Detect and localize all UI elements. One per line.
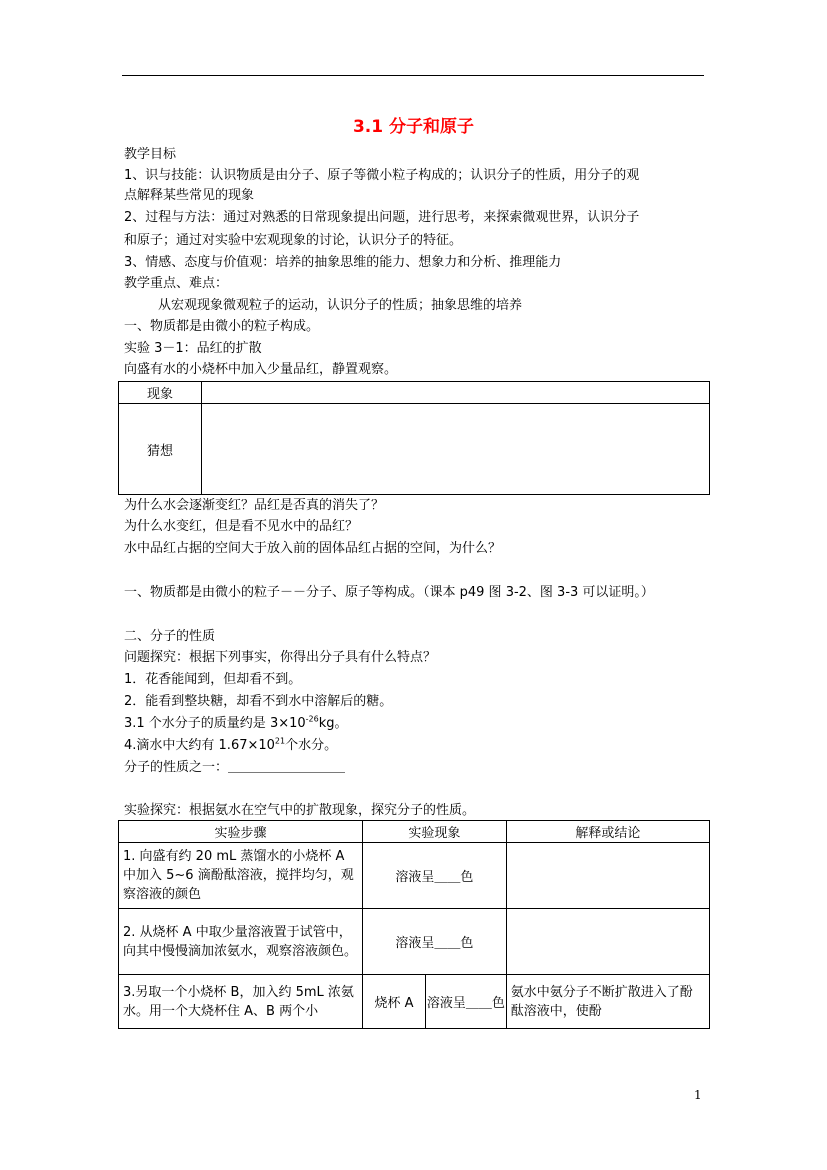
goal-2-line-1: 2、过程与方法：通过对熟悉的日常现象提出问题，进行思考，来探索微观世界，认识分子 (124, 210, 640, 225)
inquiry-question: 问题探究：根据下列事实，你得出分子具有什么特点？ (124, 650, 437, 665)
conclusion-2-cell (506, 909, 709, 975)
property-blank: 分子的性质之一：＿＿＿＿＿＿＿＿＿ (124, 760, 346, 775)
page-title: 3.1 分子和原子 (352, 117, 475, 137)
conclusion-1-cell (506, 843, 709, 909)
key-points-text: 从宏观现象微观粒子的运动，认识分子的性质；抽象思维的培养 (158, 298, 523, 313)
experiment-3-1-instruction: 向盛有水的小烧杯中加入少量品红，静置观察。 (124, 362, 398, 377)
question-3: 水中品红占据的空间大于放入前的固体品红占据的空间，为什么？ (124, 541, 502, 556)
experiment-inquiry: 实验探究：根据氨水在空气中的扩散现象，探究分子的性质。 (124, 803, 476, 818)
observation-label: 现象 (119, 382, 202, 404)
goal-3: 3、情感、态度与价值观：培养的抽象思维的能力、想象力和分析、推理能力 (124, 255, 562, 270)
header-observation: 实验现象 (363, 821, 507, 843)
step-1: 1. 向盛有约 20 mL 蒸馏水的小烧杯 A 中加入 5~6 滴酚酞溶液，搅拌均匀，观察溶液的颜色 (119, 843, 363, 909)
conclusion-1: 一、物质都是由微小的粒子－－分子、原子等构成。（课本 p49 图 3-2、图 3-3 可以证明。） (124, 585, 654, 600)
fact-4: 4.滴水中大约有 $1.67\times 10^{21}$个水分。 (124, 736, 338, 753)
page-number: 1 (694, 1088, 702, 1102)
section-1-heading: 一、物质都是由微小的粒子构成。 (124, 319, 320, 334)
beaker-a-label: 烧杯 A (363, 975, 426, 1029)
fact-1: 1．花香能闻到，但却看不到。 (124, 672, 302, 687)
header-conclusion: 解释或结论 (506, 821, 709, 843)
fact-2: 2．能看到整块糖，却看不到水中溶解后的糖。 (124, 694, 393, 709)
observation-2: 溶液呈＿＿色 (363, 909, 507, 975)
guess-answer-cell (202, 404, 710, 495)
fact-3: 3.1 个水分子的质量约是 $3\times 10^{-26}kg$。 (124, 714, 348, 731)
exponent: 21 (274, 736, 286, 746)
key-points-heading: 教学重点、难点： (124, 276, 229, 291)
guess-label: 猜想 (119, 404, 202, 495)
exponent: -26 (305, 714, 319, 724)
goal-1-line-2: 点解释某些常见的现象 (124, 188, 255, 203)
question-1: 为什么水会逐渐变红？品红是否真的消失了？ (124, 498, 385, 513)
observation-table (118, 381, 710, 495)
teaching-goals-heading: 教学目标 (124, 147, 177, 162)
header-step: 实验步骤 (119, 821, 363, 843)
step-3: 3.另取一个小烧杯 B，加入约 5mL 浓氨水。用一个大烧杯住 A、B 两个小 (119, 975, 363, 1029)
question-2: 为什么水变红，但是看不见水中的品红？ (124, 519, 359, 534)
goal-2-line-2: 和原子；通过对实验中宏观现象的讨论，认识分子的特征。 (124, 233, 463, 248)
conclusion-3: 氨水中氨分子不断扩散进入了酚酞溶液中，使酚 (506, 975, 709, 1029)
observation-answer-cell (202, 382, 710, 404)
goal-1-line-1: 1、识与技能：认识物质是由分子、原子等微小粒子构成的；认识分子的性质，用分子的观 (124, 168, 640, 183)
section-2-heading: 二、分子的性质 (124, 629, 216, 644)
ammonia-experiment-table (118, 820, 710, 1029)
header-rule (122, 75, 704, 76)
step-2: 2. 从烧杯 A 中取少量溶液置于试管中，向其中慢慢滴加浓氨水，观察溶液颜色。 (119, 909, 363, 975)
observation-1: 溶液呈＿＿色 (363, 843, 507, 909)
observation-3: 溶液呈＿＿色 (426, 975, 507, 1029)
experiment-3-1-title: 实验 3－1：品红的扩散 (124, 341, 262, 356)
